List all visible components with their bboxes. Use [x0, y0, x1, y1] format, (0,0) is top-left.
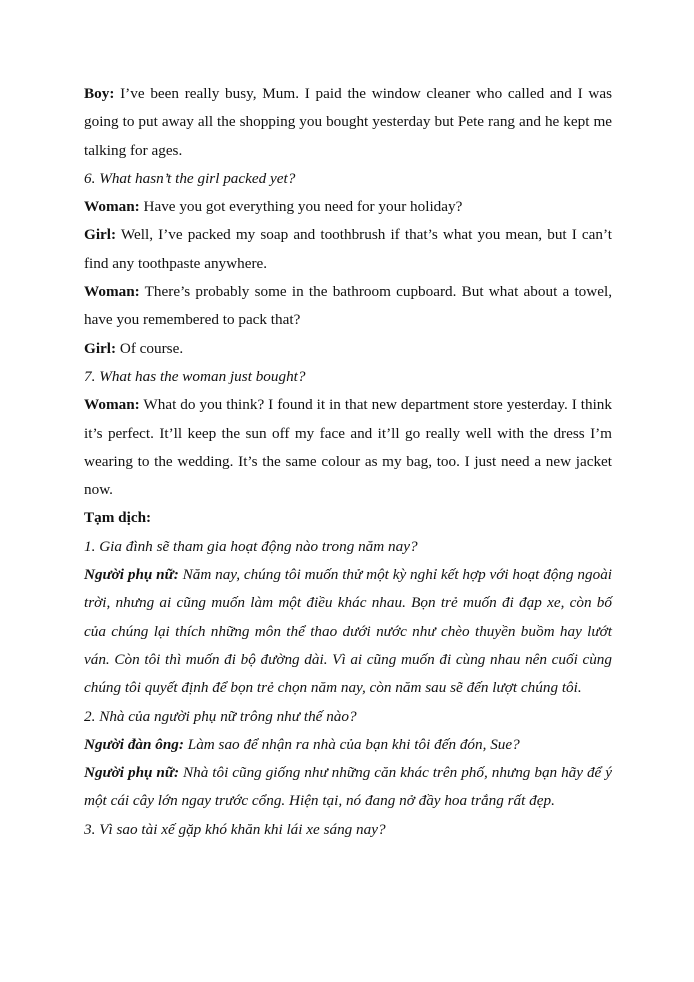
- dialogue-text: There’s probably some in the bathroom cupboard. But what about a towel, have you remembered to pack that?: [84, 283, 612, 329]
- speaker-label: Người đàn ông:: [84, 735, 184, 753]
- translated-question-2: 2. Nhà của người phụ nữ trông như thế nào?: [84, 707, 357, 725]
- question-6: 6. What hasn’t the girl packed yet?: [84, 169, 296, 187]
- dialogue-line: [84, 335, 612, 363]
- dialogue-text: Năm nay, chúng tôi muốn thử một kỳ nghỉ kết hợp với hoạt động ngoài trời, nhưng ai cũng muốn làm một điều khác nhau. Bọn trẻ muốn đi đạp xe, còn bố của chúng lại thích những môn thể thao dưới nước như chèo thuyền buồm hay lướt ván. Còn tôi thì muốn đi bộ đường dài. Vì ai cũng muốn đi cùng nhau nên cuối cùng chúng tôi quyết định để bọn trẻ chọn năm nay, còn năm sau sẽ đến lượt chúng tôi.: [84, 566, 613, 697]
- dialogue-line: [84, 278, 612, 335]
- translation-heading: Tạm dịch:: [84, 509, 152, 527]
- speaker-label: Woman:: [84, 283, 140, 301]
- speaker-label: Người phụ nữ:: [84, 764, 180, 782]
- translated-dialogue-line: [84, 731, 612, 759]
- translated-question-1: 1. Gia đình sẽ tham gia hoạt động nào trong năm nay?: [84, 537, 418, 555]
- dialogue-text: What do you think? I found it in that new department store yesterday. I think it’s perfect. It’ll keep the sun off my face and it’ll go really well with the dress I’m wearing to the wedding. It’s the same colour as my bag, too. I just need a new jacket now.: [84, 396, 612, 499]
- speaker-label: Người phụ nữ:: [84, 566, 179, 584]
- speaker-label: Woman:: [84, 396, 140, 414]
- dialogue-text: Well, I’ve packed my soap and toothbrush if that’s what you mean, but I can’t find any toothpaste anywhere.: [84, 226, 613, 272]
- document-page: [84, 80, 612, 844]
- translated-dialogue-line: [84, 759, 612, 816]
- speaker-label: Girl:: [84, 339, 117, 357]
- dialogue-text: Of course.: [119, 339, 184, 357]
- dialogue-line: [84, 391, 612, 504]
- speaker-label: Woman:: [84, 198, 140, 216]
- dialogue-line-boy: [84, 80, 612, 165]
- translated-question-3: 3. Vì sao tài xế gặp khó khăn khi lái xe sáng nay?: [84, 820, 386, 838]
- dialogue-line: [84, 221, 612, 278]
- dialogue-text: Làm sao để nhận ra nhà của bạn khi tôi đến đón, Sue?: [187, 735, 520, 753]
- dialogue-text: Have you got everything you need for your holiday?: [143, 198, 463, 216]
- dialogue-text: Nhà tôi cũng giống như những căn khác trên phố, nhưng bạn hãy để ý một cái cây lớn ngay trước cổng. Hiện tại, nó đang nở đầy hoa trắng rất đẹp.: [84, 764, 612, 810]
- dialogue-line: [84, 193, 612, 221]
- speaker-label: Boy:: [84, 85, 115, 102]
- question-7: 7. What has the woman just bought?: [84, 367, 306, 385]
- speaker-label: Girl:: [84, 226, 117, 244]
- dialogue-text: I’ve been really busy, Mum. I paid the window cleaner who called and I was going to put away all the shopping you bought yesterday but Pete rang and he kept me talking for ages.: [84, 85, 613, 159]
- translated-dialogue-line: [84, 561, 612, 702]
